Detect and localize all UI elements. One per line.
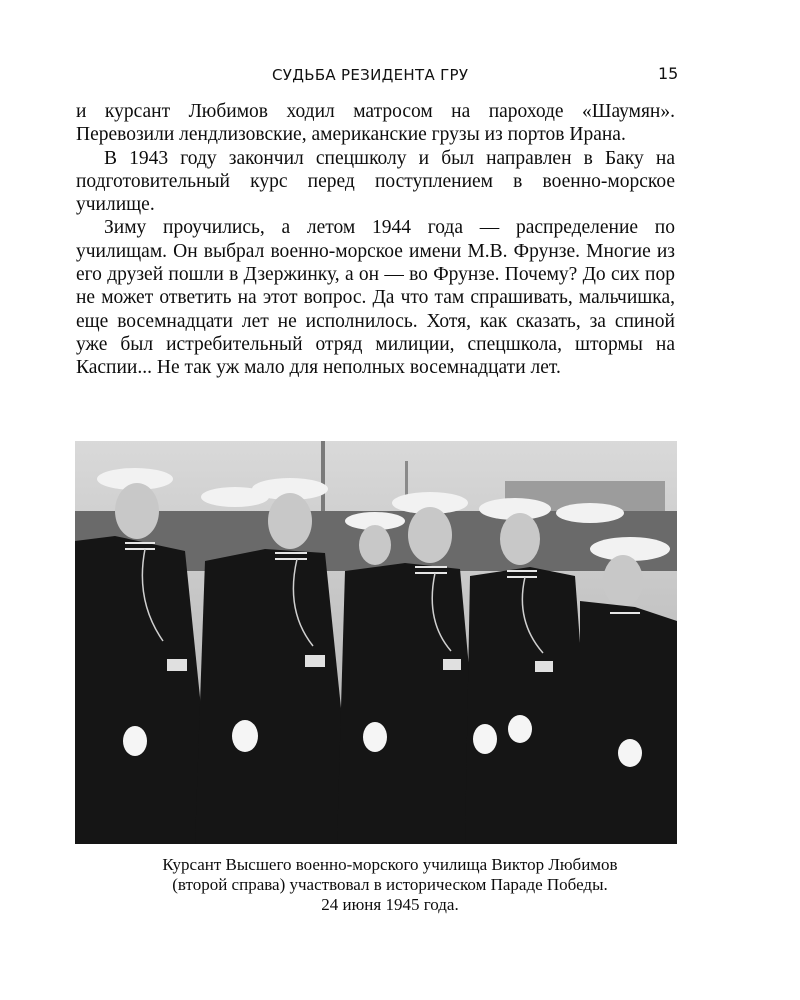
- page-number: 15: [658, 64, 679, 83]
- paragraph: Зиму проучились, а летом 1944 года — распределение по училищам. Он выбрал военно-морское имени М.В. Фрунзе. Многие из его друзей пошли в Дзержинку, а он — во Фрунзе. Почему? До сих пор не может ответить на этот вопрос. Да что там спрашивать, мальчишка, еще восемнадцати лет не исполнилось. Хотя, как сказать, за спиной уже был истребительный отряд милиции, спецшкола, штормы на Каспии... Не так уж мало для неполных восемнадцати лет.: [76, 217, 675, 379]
- photo-image-icon: [75, 441, 677, 844]
- body-text: [76, 100, 675, 380]
- caption-line: Курсант Высшего военно-морского училища Виктор Любимов: [162, 855, 618, 874]
- paragraph: и курсант Любимов ходил матросом на пароходе «Шаумян». Перевозили лендлизовские, американские грузы из портов Ирана.: [76, 101, 675, 146]
- parade-photo: [75, 441, 677, 844]
- caption-line: 24 июня 1945 года.: [321, 895, 459, 914]
- photo-caption: [70, 855, 710, 915]
- caption-line: (второй справа) участвовал в историческом Параде Победы.: [172, 875, 608, 894]
- running-title: СУДЬБА РЕЗИДЕНТА ГРУ: [272, 66, 469, 84]
- paragraph: В 1943 году закончил спецшколу и был направлен в Баку на подготовительный курс перед поступлением в военно-морское училище.: [76, 147, 675, 216]
